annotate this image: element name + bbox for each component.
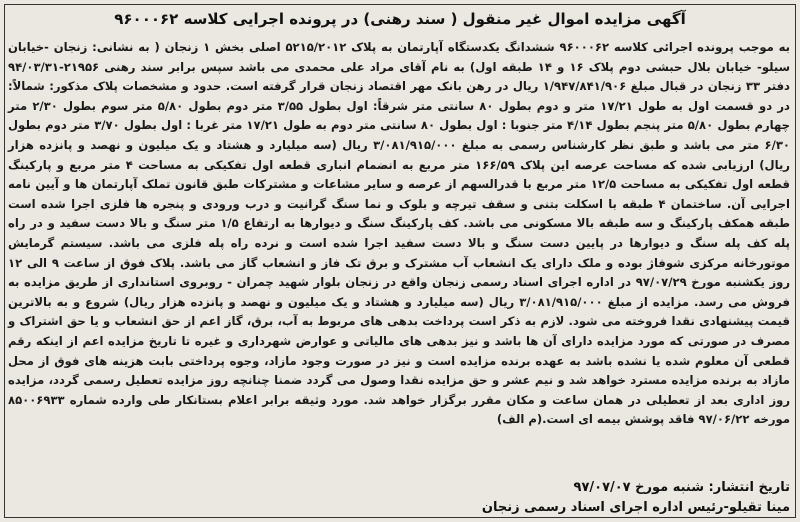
notice-title: آگهی مزایده اموال غیر منقول ( سند رهنی) در پرونده اجرایی کلاسه ۹۶۰۰۰۶۲ — [114, 10, 686, 28]
notice-footer — [482, 478, 790, 518]
publish-date: تاریخ انتشار: شنبه مورخ ۹۷/۰۷/۰۷ — [573, 480, 790, 495]
signature: مینا تقیلو-رئیس اداره اجرای اسناد رسمی زنجان — [481, 500, 790, 515]
notice-body — [8, 38, 790, 430]
notice-paragraph: به موجب پرونده اجرائی کلاسه ۹۶۰۰۰۶۲ ششدانگ یکدستگاه آپارتمان به پلاک ۵۲۱۵/۲۰۱۲ اصلی بخش ۱ زنجان ( به نشانی: زنجان -خیابان سیلو- خیابان بلال حبشی دوم پلاک ۱۶ و ۱۴ طبقه اول) به نام آقای مراد علی محمدی می باشد سپس برابر سند رهنی ۲۱۹۵۶-۹۴/۰۳/۳۱ دفتر ۳۳ زنجان در قبال مبلغ ۱/۹۴۷/۸۴۱/۹۰۶ ریال در رهن بانک مهر اقتصاد زنجان قرار گرفته است. حدود و مشخصات پلاک مذکور: شمالاً: در دو قسمت اول به طول ۱۷/۲۱ متر و دوم بطول ۸۰ سانتی متر شرقاً: اول بطول ۳/۵۵ متر دوم بطول ۵/۸۰ متر سوم بطول ۲/۳۰ متر چهارم بطول ۵/۸۰ متر پنجم بطول ۴/۱۴ متر جنوبا : اول بطول ۸۰ سانتی متر دوم به طول ۱۷/۲۱ متر غربا : اول بطول ۳/۷۰ متر دوم بطول ۶/۳۰ متر می باشد و طبق نظر کارشناس رسمی به مبلغ ۳/۰۸۱/۹۱۵/۰۰۰ ریال (سه میلیارد و هشتاد و یک میلیون و نهصد و پانزده هزار ریال) ارزیابی شده که مساحت عرصه این پلاک ۱۶۶/۵۹ متر مربع به انضمام انباری قطعه اول تفکیکی به مساحت ۴ متر مربع و پارکینگ قطعه اول تفکیکی به مساحت ۱۲/۵ متر مربع با قدرالسهم از عرصه و سایر مشاعات و مشترکات طبق قانون تملک آپارتمان ها و آیین نامه اجرایی آن. ساختمان ۴ طبقه با اسکلت بتنی و سقف تیرچه و بلوک و نما سنگ گرانیت و درب ورودی و پنجره ها فلزی اجرا شده است طبقه همکف پارکینگ و سه طبقه بالا مسکونی می باشد. کف پارکینگ سنگ و دیوارها به ارتفاع ۱/۵ متر سنگ و بالا دست سفید و در راه پله کف پله سنگ و دیوارها در پایین دست سنگ و بالا دست سفید اجرا شده است و نرده راه پله فلزی می باشد. سیستم گرمایش موتورخانه مرکزی شوفاژ بوده و ملک دارای یک انشعاب آب مشترک و برق تک فاز و انشعاب گاز می باشد. پلاک فوق از ساعت ۹ الی ۱۲ روز یکشنبه مورخ ۹۷/۰۷/۲۹ در اداره اجرای اسناد رسمی زنجان واقع در زنجان بلوار شهید چمران - روبروی استانداری از طریق مزایده به فروش می رسد. مزایده از مبلغ ۳/۰۸۱/۹۱۵/۰۰۰ ریال (سه میلیارد و هشتاد و یک میلیون و نهصد و پانزده هزار ریال) شروع و به بالاترین قیمت پیشنهادی نقدا فروخته می شود. لازم به ذکر است پرداخت بدهی های مربوط به آب، برق، گاز اعم از حق انشعاب و یا حق اشتراک و مصرف در صورتی که مورد مزایده دارای آن ها باشد و نیز بدهی های مالیاتی و عوارض شهرداری و غیره تا تاریخ مزایده اعم از اینکه رقم قطعی آن معلوم شده یا نشده باشد به عهده برنده مزایده است و نیز در صورت وجود مازاد، وجوه پرداختی بابت هزینه های فوق از محل مازاد به برنده مزایده مسترد خواهد شد و نیم عشر و حق مزایده نقدا وصول می گردد ضمنا چنانچه روز مزایده تعطیل رسمی گردد، مزایده روز اداری بعد از تعطیلی در همان ساعت و مکان مقرر برگزار خواهد شد. مورد وثیقه برابر اعلام بستانکار طی وارده شماره ۸۵۰۰۶۹۳۳ مورخه ۹۷/۰۶/۲۲ فاقد پوشش بیمه ای است.(م الف) — [8, 40, 791, 427]
